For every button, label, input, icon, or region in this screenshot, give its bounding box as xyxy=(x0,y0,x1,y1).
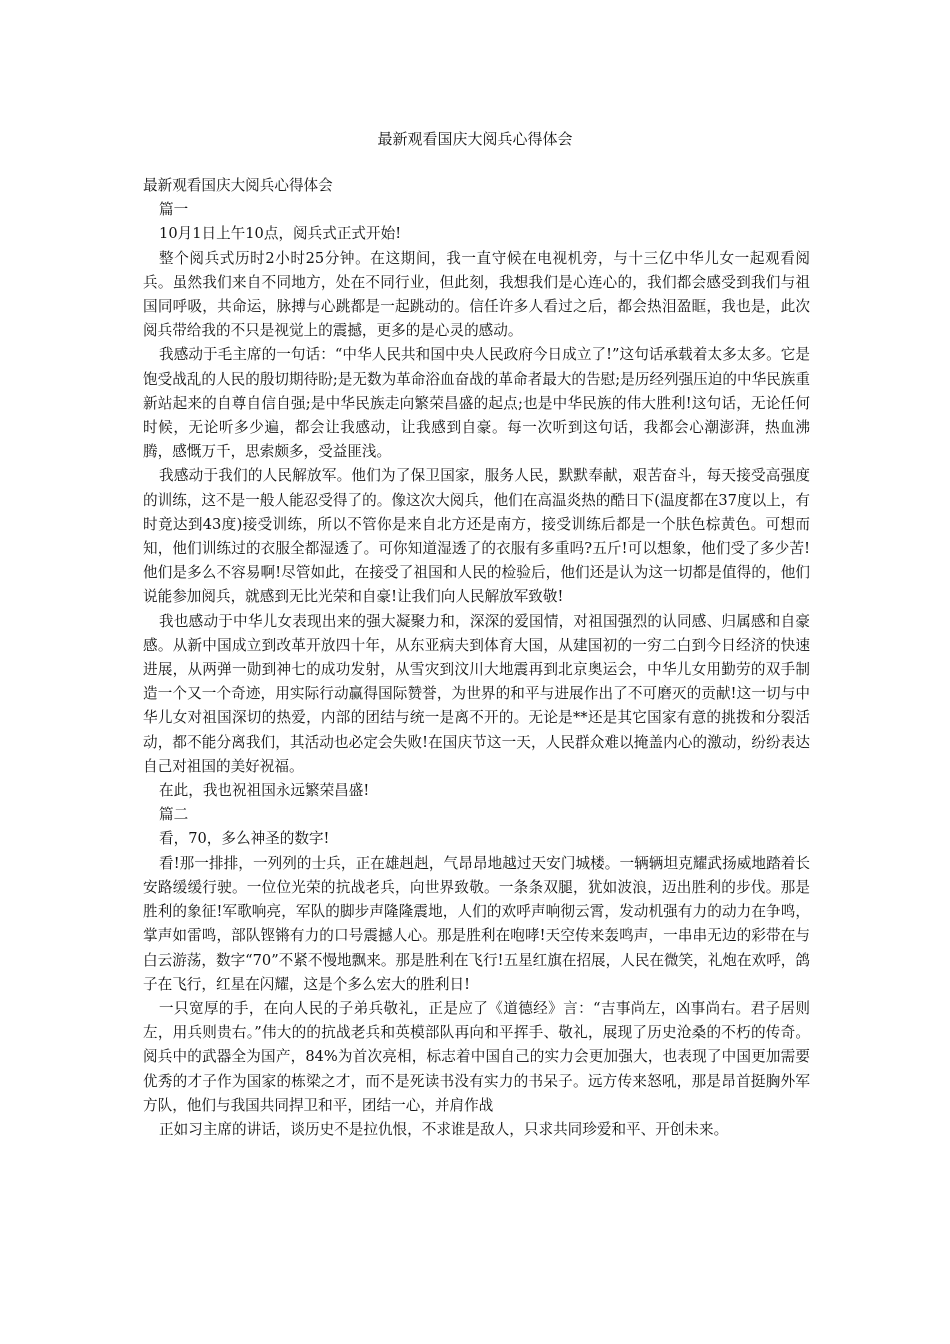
body-paragraph: 看!那一排排，一列列的士兵，正在雄赳赳，气昂昂地越过天安门城楼。一辆辆坦克耀武扬威地踏着长安路缓缓行驶。一位位光荣的抗战老兵，向世界致敬。一条条双腿，犹如波浪，迈出胜利的步伐。那是胜利的象征!军歌响亮，军队的脚步声隆隆震地，人们的欢呼声响彻云霄，发动机强有力的动力在争鸣，掌声如雷鸣，部队铿锵有力的口号震撼人心。那是胜利在咆哮!天空传来轰鸣声，一串串无边的彩带在与白云游荡，数字“70”不紧不慢地飘来。那是胜利在飞行!五星红旗在招展，人民在微笑，礼炮在欢呼，鸽子在飞行，红星在闪耀，这是个多么宏大的胜利日! xyxy=(143,854,810,993)
body-paragraph: 10月1日上午10点，阅兵式正式开始! xyxy=(159,225,402,243)
body-paragraph: 看，70，多么神圣的数字! xyxy=(159,830,330,848)
body-paragraph: 整个阅兵式历时2小时25分钟。在这期间，我一直守候在电视机旁，与十三亿中华儿女一起观看阅兵。虽然我们来自不同地方，处在不同行业，但此刻，我想我们是心连心的，我们都会感受到我们与祖国同呼吸，共命运，脉搏与心跳都是一起跳动的。信任许多人看过之后，都会热泪盈眶，我也是，此次阅兵带给我的不只是视觉上的震撼，更多的是心灵的感动。 xyxy=(143,249,810,340)
section-heading-part-one: 篇一 xyxy=(159,201,189,219)
section-heading-part-two: 篇二 xyxy=(159,806,189,824)
body-paragraph: 在此，我也祝祖国永远繁荣昌盛! xyxy=(159,782,370,800)
body-paragraph: 我感动于我们的人民解放军。他们为了保卫国家，服务人民，默默奉献，艰苦奋斗，每天接受高强度的训练，这不是一般人能忍受得了的。像这次大阅兵，他们在高温炎热的酷日下(温度都在37度以上，有时竟达到43度)接受训练，所以不管你是来自北方还是南方，接受训练后都是一个肤色棕黄色。可想而知，他们训练过的衣服全都湿透了。可你知道湿透了的衣服有多重吗?五斤!可以想象，他们受了多少苦!他们是多么不容易啊!尽管如此，在接受了祖国和人民的检验后，他们还是认为这一切都是值得的，他们说能参加阅兵，就感到无比光荣和自豪!让我们向人民解放军致敬! xyxy=(143,467,810,606)
document-title: 最新观看国庆大阅兵心得体会 xyxy=(377,130,573,148)
body-paragraph: 我也感动于中华儿女表现出来的强大凝聚力和，深深的爱国情，对祖国强烈的认同感、归属感和自豪感。从新中国成立到改革开放四十年，从东亚病夫到体育大国，从建国初的一穷二白到今日经济的快速进展，从两弹一勋到神七的成功发射，从雪灾到汶川大地震再到北京奥运会，中华儿女用勤劳的双手制造一个又一个奇迹，用实际行动赢得国际赞誉，为世界的和平与进展作出了不可磨灭的贡献!这一切与中华儿女对祖国深切的热爱，内部的团结与统一是离不开的。无论是**还是其它国家有意的挑拨和分裂活动，都不能分离我们，其活动也必定会失败!在国庆节这一天，人民群众难以掩盖内心的激动，纷纷表达自己对祖国的美好祝福。 xyxy=(143,612,810,775)
body-paragraph: 正如习主席的讲话，谈历史不是拉仇恨，不求谁是敌人，只求共同珍爱和平、开创未来。 xyxy=(159,1120,729,1138)
document-subtitle: 最新观看国庆大阅兵心得体会 xyxy=(143,177,333,194)
body-paragraph: 我感动于毛主席的一句话：“中华人民共和国中央人民政府今日成立了!”这句话承载着太多太多。它是饱受战乱的人民的殷切期待盼;是无数为革命浴血奋战的革命者最大的告慰;是历经列强压迫的中华民族重新站起来的自尊自信自强;是中华民族走向繁荣昌盛的起点;也是中华民族的伟大胜利!这句话，无论任何时候，无论听多少遍，都会让我感动，让我感到自豪。每一次听到这句话，我都会心潮澎湃，热血沸腾，感慨万千，思索颇多，受益匪浅。 xyxy=(143,346,810,461)
document-body xyxy=(143,174,810,1142)
body-paragraph: 一只宽厚的手，在向人民的子弟兵敬礼，正是应了《道德经》言：“吉事尚左，凶事尚右。君子居则左，用兵则贵右。”伟大的的抗战老兵和英模部队再向和平挥手、敬礼，展现了历史沧桑的不朽的传奇。阅兵中的武器全为国产，84%为首次亮相，标志着中国自己的实力会更加强大，也表现了中国更加需要优秀的才子作为国家的栋梁之才，而不是死读书没有实力的书呆子。远方传来怒吼，那是昂首挺胸外军方队，他们与我国共同捍卫和平，团结一心，并肩作战 xyxy=(143,999,810,1114)
